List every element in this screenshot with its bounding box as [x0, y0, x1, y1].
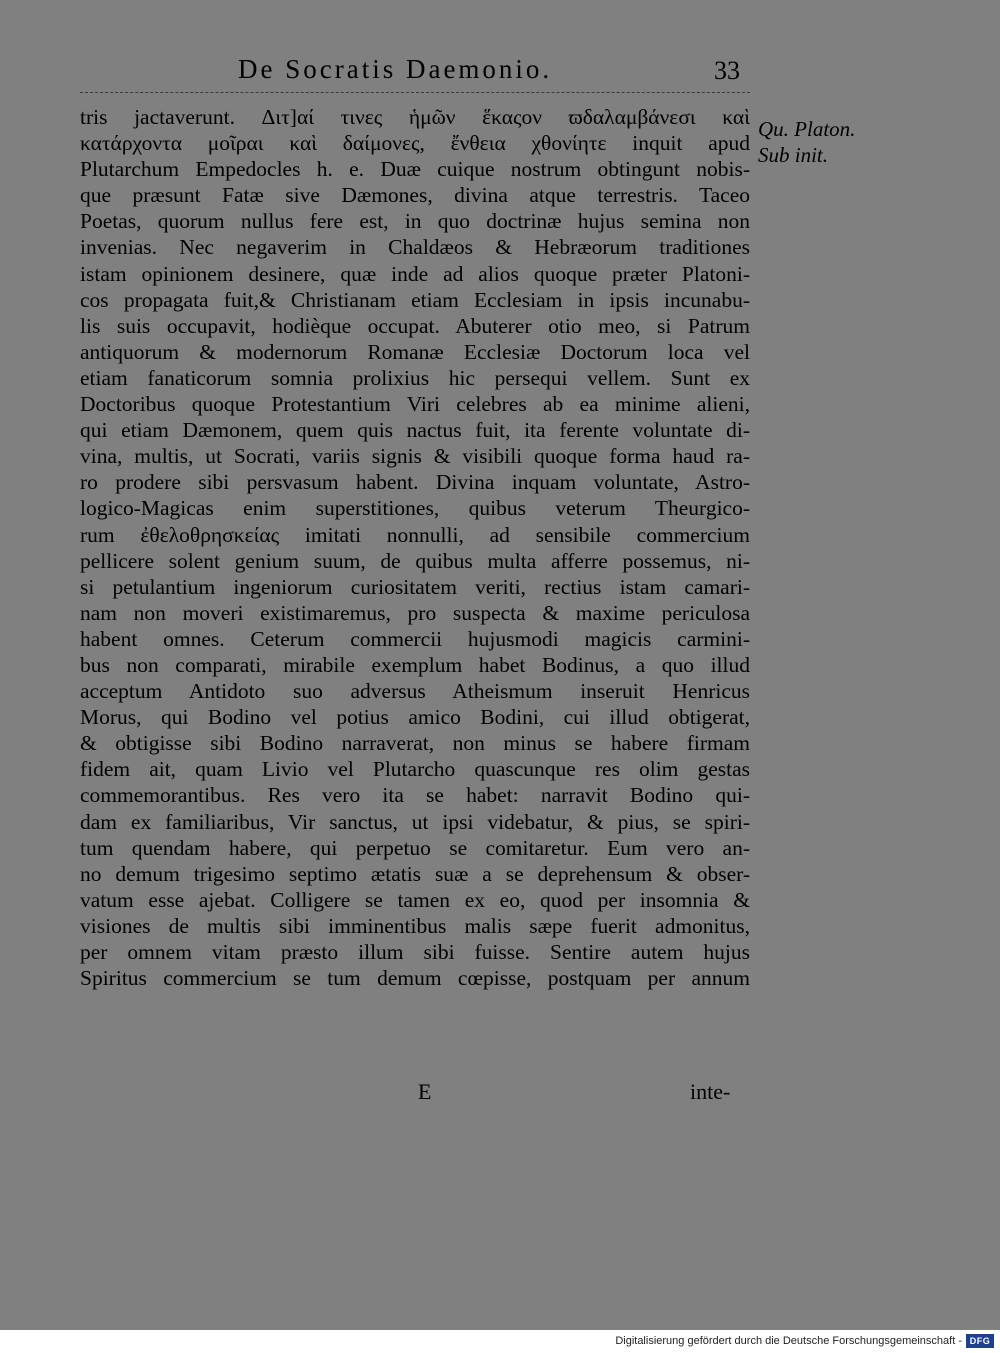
text-line: etiam fanaticorum somnia prolixius hic persequi vellem. Sunt ex [80, 365, 750, 390]
text-line: visiones de multis sibi imminentibus malis sæpe fuerit admonitus, [80, 913, 750, 938]
text-line: habent omnes. Ceterum commercii hujusmodi magicis carmini- [80, 626, 750, 651]
text-line: vina, multis, ut Socrati, variis signis & visibili quoque forma haud ra- [80, 444, 750, 469]
body-text [80, 104, 750, 991]
text-line: & obtigisse sibi Bodino narraverat, non minus se habere firmam [80, 731, 750, 756]
text-line: logico-Magicas enim superstitiones, quibus veterum Theurgico- [80, 496, 750, 521]
text-line: commemorantibus. Res vero ita se habet: narravit Bodino qui- [80, 783, 750, 808]
text-line: bus non comparati, mirabile exemplum habet Bodinus, a quo illud [80, 652, 750, 677]
margin-note-source: Qu. Platon. [758, 117, 856, 141]
funding-credit: Digitalisierung gefördert durch die Deutsche Forschungsgemeinschaft - [615, 1335, 962, 1347]
text-line: Morus, qui Bodino vel potius amico Bodini, cui illud obtigerat, [80, 705, 750, 730]
text-line: istam opinionem desinere, quæ inde ad alios quoque præter Platoni- [80, 261, 750, 286]
text-line: tum quendam habere, qui perpetuo se comitaretur. Eum vero an- [80, 835, 750, 860]
text-line: tris jactaverunt. Διτ]αί τινες ἡμῶν ἕκαςον ϖδαλαμβάνεσι καὶ [80, 105, 750, 129]
text-line: fidem ait, quam Livio vel Plutarcho quascunque res olim gestas [80, 757, 750, 782]
text-line: antiquorum & modernorum Romanæ Ecclesiæ Doctorum loca vel [80, 339, 750, 364]
text-line: κατάρχοντα μοῖραι καὶ δαίμονες, ἔνθεια χθονίητε inquit apud [80, 131, 750, 156]
text-line: dam ex familiaribus, Vir sanctus, ut ipsi videbatur, & pius, se spiri- [80, 809, 750, 834]
dfg-logo: DFG [966, 1334, 994, 1348]
text-line: ro prodere sibi persvasum habent. Divina inquam voluntate, Astro- [80, 470, 750, 495]
text-line: Poetas, quorum nullus fere est, in quo doctrinæ hujus semina non [80, 209, 750, 234]
signature-mark: E [418, 1079, 432, 1104]
text-line: cos propagata fuit,& Christianam etiam Ecclesiam in ipsis incunabu- [80, 287, 750, 312]
text-line: pellicere solent genium suum, de quibus multa afferre possemus, ni- [80, 548, 750, 573]
text-line: Spiritus commercium se tum demum cœpisse, postquam per annum [80, 966, 750, 991]
text-line: lis suis occupavit, hodièque occupat. Abuterer otio meo, si Patrum [80, 313, 750, 338]
page-number: 33 [714, 56, 740, 85]
text-line: no demum trigesimo septimo ætatis suæ a se deprehensum & obser- [80, 861, 750, 886]
catchword: inte- [690, 1079, 731, 1104]
text-line: qui etiam Dæmonem, quem quis nactus fuit, ita ferente voluntate di- [80, 418, 750, 443]
running-head: De Socratis Daemonio. [238, 54, 553, 84]
margin-note-location: Sub init. [758, 143, 829, 167]
text-line: si petulantium ingeniorum curiositatem veriti, rectius istam camari- [80, 574, 750, 599]
header-rule [80, 92, 750, 93]
text-line: per omnem vitam præsto illum sibi fuisse. Sentire autem hujus [80, 940, 750, 964]
footer-bar [0, 1330, 1000, 1353]
text-line: vatum esse ajebat. Colligere se tamen ex eo, quod per insomnia & [80, 887, 750, 912]
text-line: nam non moveri existimaremus, pro suspecta & maxime periculosa [80, 600, 750, 625]
text-line: acceptum Antidoto suo adversus Atheismum inseruit Henricus [80, 679, 750, 704]
text-line: Plutarchum Empedocles h. e. Duæ cuique nostrum obtingunt nobis- [80, 157, 750, 182]
text-line: rum ἐθελοθρησκείας imitati nonnulli, ad sensibile commercium [80, 522, 750, 547]
text-line: invenias. Nec negaverim in Chaldæos & Hebræorum traditiones [80, 235, 750, 260]
text-line: Doctoribus quoque Protestantium Viri celebres ab ea minime alieni, [80, 392, 750, 417]
text-line: que præsunt Fatæ sive Dæmones, divina atque terrestris. Taceo [80, 183, 750, 208]
